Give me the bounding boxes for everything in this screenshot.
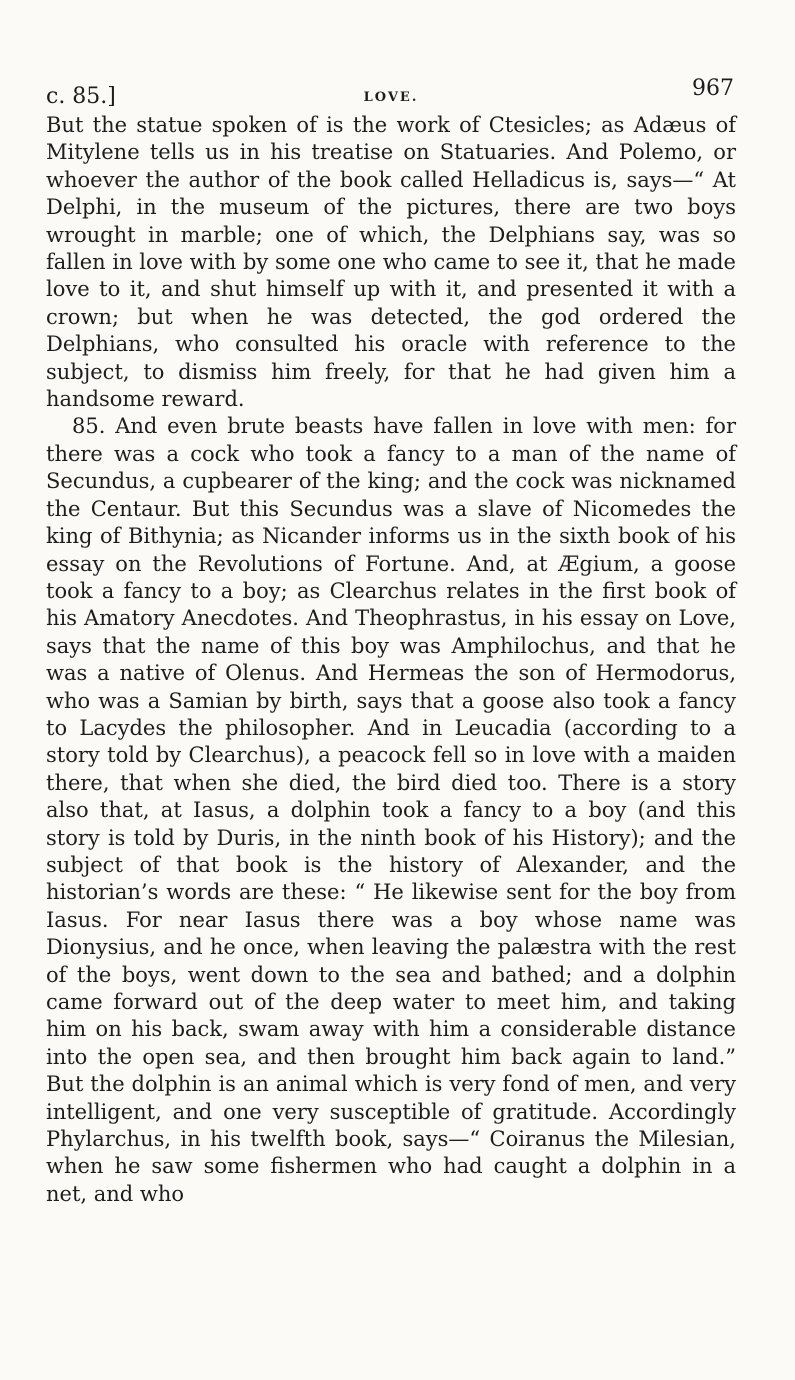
running-header — [46, 72, 736, 112]
running-title: LOVE. — [363, 90, 419, 105]
page-number: 967 — [692, 76, 734, 101]
paragraph: But the statue spoken of is the work of Ctesicles; as Adæus of Mitylene tells us in his treatise on Statuaries. And Polemo, or whoever the author of the book called Helladicus is, says—“ At Delphi, in the museum of the pictures, there are two boys wrought in marble; one of which, the Delphians say, was so fallen in love with by some one who came to see it, that he made love to it, and shut himself up with it, and presented it with a crown; but when he was detected, the god ordered the Delphians, who consulted his oracle with reference to the subject, to dismiss him freely, for that he had given him a handsome reward. — [46, 113, 736, 412]
chapter-reference: c. 85.] — [46, 84, 116, 109]
body-text — [46, 112, 736, 1208]
book-page — [46, 72, 736, 1208]
paragraph: 85. And even brute beasts have fallen in love with men: for there was a cock who took a fancy to a man of the name of Secundus, a cupbearer of the king; and the cock was nicknamed the Centaur. But this Secundus was a slave of Nicomedes the king of Bithynia; as Nicander informs us in the sixth book of his essay on the Revolutions of Fortune. And, at Ægium, a goose took a fancy to a boy; as Clearchus relates in the first book of his Amatory Anecdotes. And Theophrastus, in his essay on Love, says that the name of this boy was Amphilochus, and that he was a native of Olenus. And Hermeas the son of Hermodorus, who was a Samian by birth, says that a goose also took a fancy to Lacydes the philosopher. And in Leucadia (according to a story told by Clearchus), a peacock fell so in love with a maiden there, that when she died, the bird died too. There is a story also that, at Iasus, a dolphin took a fancy to a boy (and this story is told by Duris, in the ninth book of his History); and the subject of that book is the history of Alexander, and the historian’s words are these: “ He likewise sent for the boy from Iasus. For near Iasus there was a boy whose name was Dionysius, and he once, when leaving the palæstra with the rest of the boys, went down to the sea and bathed; and a dolphin came forward out of the deep water to meet him, and taking him on his back, swam away with him a considerable distance into the open sea, and then brought him back again to land.” But the dolphin is an animal which is very fond of men, and very intelligent, and one very susceptible of gratitude. Accordingly Phylarchus, in his twelfth book, says—“ Coiranus the Milesian, when he saw some fishermen who had caught a dolphin in a net, and who — [46, 414, 736, 1206]
